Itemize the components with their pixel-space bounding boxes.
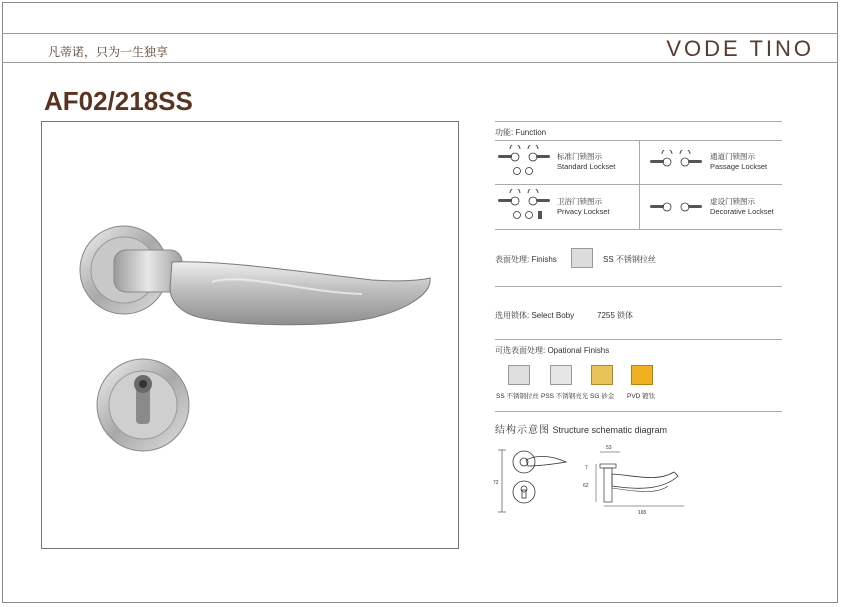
- optional-swatch-ss: [508, 365, 530, 385]
- divider: [495, 121, 782, 122]
- optional-swatch-pss: [550, 365, 572, 385]
- dim-53: 53: [606, 445, 612, 451]
- lock-body-value: 7255 锁体: [597, 311, 634, 320]
- product-photo: [41, 121, 459, 549]
- optional-label-pvd: PVD 镀钛: [627, 393, 656, 400]
- standard-lockset-label: 标准门锁图示 Standard Lockset: [557, 152, 616, 171]
- passage-lockset-icon: [648, 150, 708, 172]
- passage-lockset-label: 通道门锁图示 Passage Lockset: [710, 152, 768, 171]
- dim-62: 62: [583, 483, 589, 489]
- divider: [639, 140, 640, 229]
- finish-value: SS 不锈钢拉丝: [603, 255, 656, 264]
- divider: [495, 411, 782, 412]
- divider: [495, 339, 782, 340]
- divider: [495, 229, 782, 230]
- finish-swatch: [571, 248, 593, 268]
- decorative-lockset-icon: [648, 195, 708, 217]
- privacy-lockset-icon: [496, 189, 556, 221]
- optional-finish-label: 可选表面处理: Opational Finishs: [495, 346, 610, 355]
- slogan: 凡蒂诺，只为一生独享: [48, 45, 169, 59]
- finish-label: 表面处理: Finishs: [495, 255, 557, 264]
- dim-72: 72: [493, 480, 499, 486]
- structure-schematic-diagram: [488, 442, 788, 522]
- dim-165: 165: [638, 510, 647, 516]
- optional-swatch-pvd: [631, 365, 653, 385]
- divider: [495, 286, 782, 287]
- product-model: AF02/218SS: [44, 86, 193, 116]
- optional-swatch-sg: [591, 365, 613, 385]
- decorative-lockset-label: 虚设门锁图示 Decorative Lockset: [710, 197, 774, 216]
- header-divider-bottom: [3, 62, 838, 63]
- optional-label-sg: SG 砂金: [590, 393, 615, 400]
- header-divider-top: [3, 33, 838, 34]
- optional-label-pss: PSS 不锈钢亮光: [541, 393, 589, 400]
- dim-7: 7: [585, 465, 588, 471]
- standard-lockset-icon: [496, 145, 556, 177]
- privacy-lockset-label: 卫浴门锁图示 Privacy Lockset: [557, 197, 610, 216]
- brand-logo: VODE TINO: [666, 36, 814, 61]
- optional-label-ss: SS 不锈钢拉丝: [496, 393, 539, 400]
- lever-handle-illustration: [42, 122, 458, 548]
- structure-title: 结构示意图 Structure schematic diagram: [495, 425, 668, 436]
- lock-body-label: 选用锁体: Select Boby: [495, 311, 575, 320]
- function-label: 功能: Function: [495, 128, 547, 137]
